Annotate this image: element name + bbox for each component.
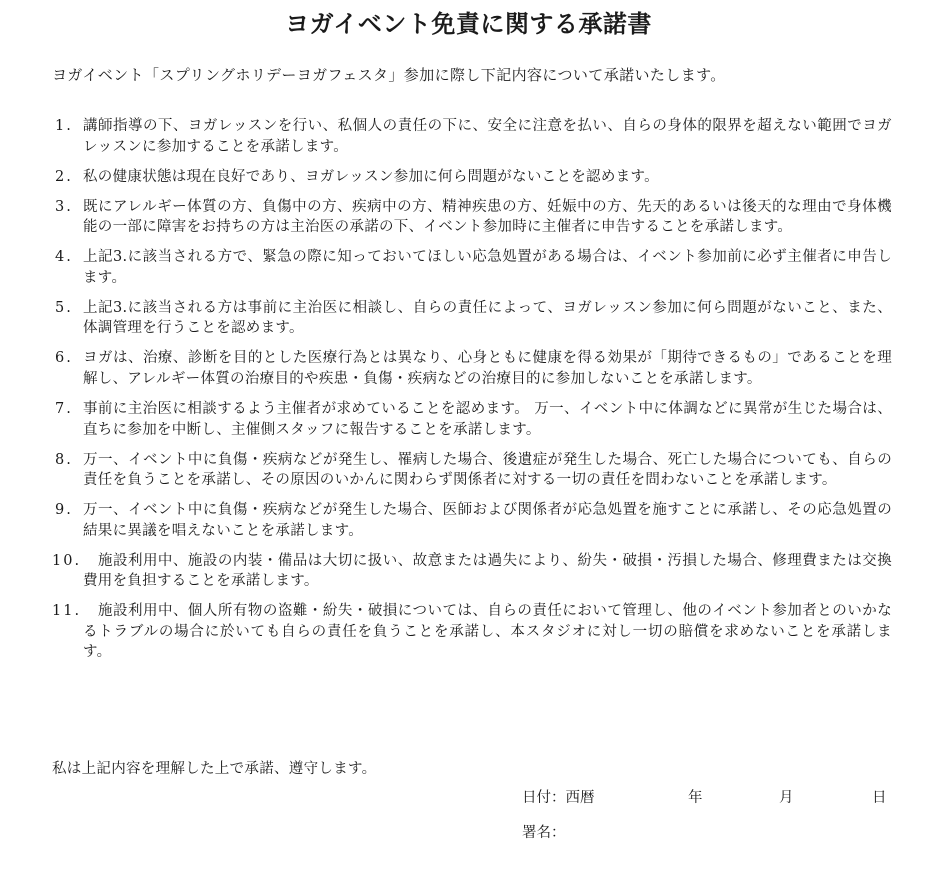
terms-list (52, 116, 892, 673)
term-item (52, 399, 892, 440)
term-item (52, 247, 892, 288)
signature-field (522, 821, 566, 842)
term-number: 3. (55, 198, 73, 215)
year-label: 年 (688, 790, 703, 806)
signature-label: 署名： (522, 825, 566, 841)
intro-statement: ヨガイベント「スプリングホリデーヨガフェスタ」参加に際し下記内容について承諾いたします。 (52, 66, 726, 84)
term-number: 5. (55, 299, 73, 316)
day-label: 日 (872, 790, 887, 806)
term-item (52, 500, 892, 541)
term-text: 既にアレルギー体質の方、負傷中の方、疾病中の方、精神疾患の方、妊娠中の方、先天的あるいは後天的な理由で身体機能の一部に障害をお持ちの方は主治医の承諾の下、イベント参加時に主催者に申告することを承諾します。 (83, 198, 892, 236)
term-text: 上記3.に該当される方は事前に主治医に相談し、自らの責任によって、ヨガレッスン参加に何ら問題がないこと、また、体調管理を行うことを認めます。 (83, 299, 892, 337)
document-title: ヨガイベント免責に関する承諾書 (285, 9, 652, 38)
term-number: 10. (52, 552, 82, 569)
term-text: 事前に主治医に相談するよう主催者が求めていることを認めます。 万一、イベント中に体調などに異常が生じた場合は、直ちに参加を中断し、主催側スタッフに報告することを承諾します。 (83, 401, 892, 438)
term-item (52, 601, 892, 663)
term-item (52, 197, 892, 238)
term-item (52, 450, 892, 491)
month-label: 月 (779, 790, 794, 806)
term-item (52, 348, 892, 389)
date-field (522, 786, 892, 808)
term-number: 2. (55, 168, 73, 185)
term-item (52, 167, 892, 188)
term-number: 1. (55, 118, 73, 134)
term-number: 11. (52, 603, 82, 620)
term-number: 7. (55, 401, 73, 418)
term-item (52, 116, 892, 157)
term-text: 万一、イベント中に負傷・疾病などが発生し、罹病した場合、後遺症が発生した場合、死亡した場合についても、自らの責任を負うことを承諾し、その原因のいかんに関わらず関係者に対する一切の責任を問わないことを承諾します。 (83, 451, 892, 489)
term-number: 8. (55, 451, 73, 468)
term-text: 万一、イベント中に負傷・疾病などが発生した場合、医師および関係者が応急処置を施すことに承諾し、その応急処置の結果に異議を唱えないことを承諾します。 (83, 502, 892, 539)
date-label: 日付：西暦 (522, 790, 595, 806)
term-number: 6. (55, 350, 73, 367)
term-text: 私の健康状態は現在良好であり、ヨガレッスン参加に何ら問題がないことを認めます。 (83, 168, 659, 185)
term-text: 講師指導の下、ヨガレッスンを行い、私個人の責任の下に、安全に注意を払い、自らの身体的限界を超えない範囲でヨガレッスンに参加することを承諾します。 (83, 118, 892, 155)
term-text: 上記3.に該当される方で、緊急の際に知っておいてほしい応急処置がある場合は、イベント参加前に必ず主催者に申告します。 (83, 249, 892, 286)
term-text: ヨガは、治療、診断を目的とした医療行為とは異なり、心身ともに健康を得る効果が「期待できるもの」であることを理解し、アレルギー体質の治療目的や疾患・負傷・疾病などの治療目的に参加しないことを承諾します。 (83, 350, 892, 387)
term-item (52, 551, 892, 592)
term-item (52, 298, 892, 339)
term-text: 施設利用中、施設の内装・備品は大切に扱い、故意または過失により、紛失・破損・汚損した場合、修理費または交換費用を負担することを承諾します。 (83, 552, 892, 590)
term-number: 4. (55, 249, 73, 266)
term-number: 9. (55, 502, 73, 519)
agreement-statement: 私は上記内容を理解した上で承諾、遵守します。 (52, 761, 377, 777)
term-text: 施設利用中、個人所有物の盗難・紛失・破損については、自らの責任において管理し、他のイベント参加者とのいかなるトラブルの場合に於いても自らの責任を負うことを承諾し、本スタジオに対し一切の賠償を求めないことを承諾します。 (83, 603, 892, 661)
